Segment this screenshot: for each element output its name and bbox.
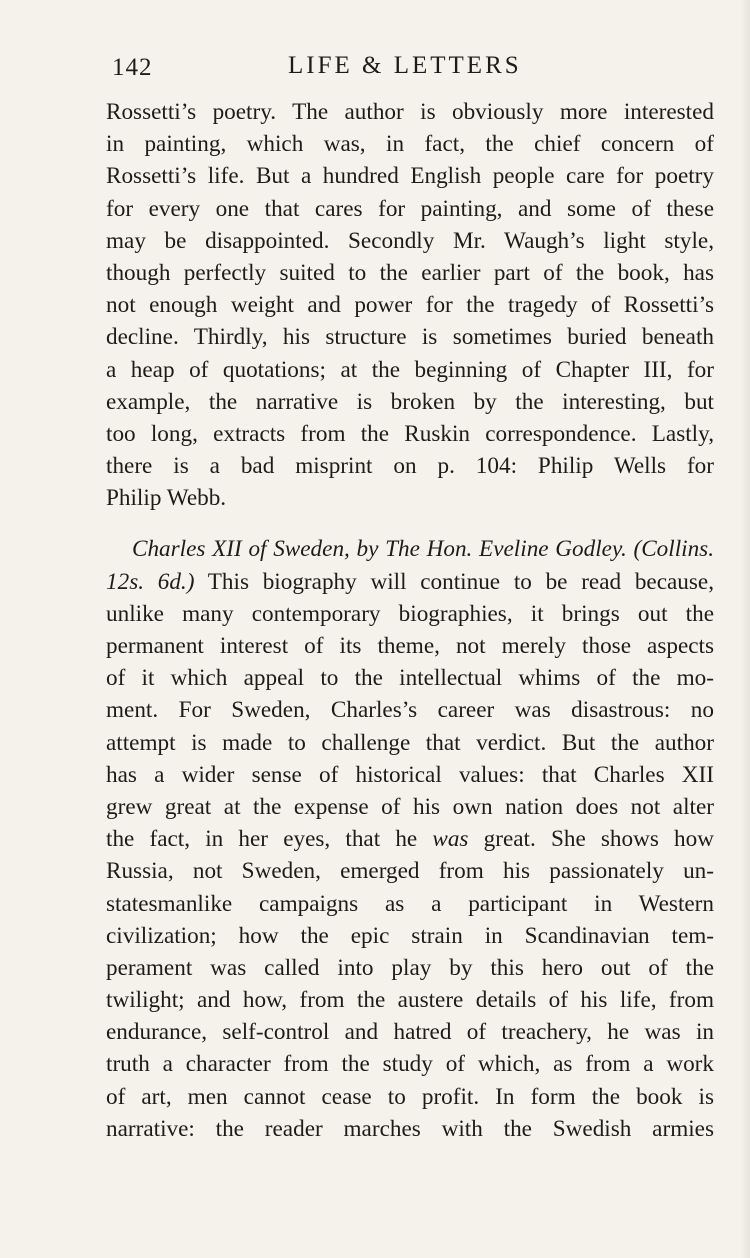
book-price: 12s. 6d.) (106, 568, 195, 595)
text-line: civilization; how the epic strain in Scandinavian tem- (106, 922, 714, 949)
text-line: decline. Thirdly, his structure is sometimes buried beneath (106, 324, 714, 351)
text-line: not enough weight and power for the tragedy of Rossetti’s (106, 292, 714, 319)
text-line: statesmanlike campaigns as a participant in Western (106, 890, 714, 917)
text-line: a heap of quotations; at the beginning of Chapter III, for (106, 356, 714, 383)
text-line: there is a bad misprint on p. 104: Philip Wells for (106, 453, 714, 480)
text-line: narrative: the reader marches with the Swedish armies (106, 1115, 714, 1142)
text-line: has a wider sense of historical values: that Charles XII (106, 761, 714, 788)
text-line: though perfectly suited to the earlier part of the book, has (106, 259, 714, 286)
text-line: example, the narrative is broken by the interesting, but (106, 388, 714, 415)
page-number: 142 (112, 54, 153, 81)
running-title: LIFE & LETTERS (288, 52, 522, 79)
text-fragment: great. She shows how (468, 826, 714, 853)
text-line: unlike many contemporary biographies, it brings out the (106, 600, 714, 627)
paragraph-rossetti-review (106, 96, 714, 514)
text-line: Russia, not Sweden, emerged from his passionately un- (106, 858, 714, 885)
text-line: endurance, self-control and hatred of treachery, he was in (106, 1019, 714, 1046)
text-line: Rossetti’s life. But a hundred English people care for poetry (106, 163, 714, 190)
text-line: ment. For Sweden, Charles’s career was disastrous: no (106, 697, 714, 724)
text-line: of it which appeal to the intellectual whims of the mo- (106, 665, 714, 692)
text-line: permanent interest of its theme, not merely those aspects (106, 633, 714, 659)
book-citation-line: Charles XII of Sweden, by The Hon. Eveline Godley. (Collins. (132, 536, 714, 563)
emphasis-word: was (432, 826, 469, 853)
running-head (108, 50, 714, 86)
text-line: perament was called into play by this hero out of the (106, 954, 714, 981)
text-line: in painting, which was, in fact, the chief concern of (106, 131, 714, 158)
paragraph-charles-xii-review (106, 533, 714, 1145)
text-line: for every one that cares for painting, and some of these (106, 195, 714, 222)
text-line: grew great at the expense of his own nation does not alter (106, 793, 714, 820)
body-text (106, 96, 714, 1145)
text-line: twilight; and how, from the austere details of his life, from (106, 987, 714, 1014)
text-line: of art, men cannot cease to profit. In form the book is (106, 1083, 714, 1110)
text-line: may be disappointed. Secondly Mr. Waugh’s light style, (106, 227, 714, 254)
text-line: Rossetti’s poetry. The author is obviously more interested (106, 99, 714, 125)
text-line: Philip Webb. (106, 485, 227, 512)
text-line: truth a character from the study of which, as from a work (106, 1051, 714, 1078)
text-line: attempt is made to challenge that verdict. But the author (106, 729, 714, 756)
text-fragment: the fact, in her eyes, that he (106, 826, 433, 853)
text-line: too long, extracts from the Ruskin correspondence. Lastly, (106, 420, 714, 447)
text-line (106, 823, 714, 855)
text-fragment: This biography will continue to be read because, (194, 568, 715, 595)
text-line (106, 566, 714, 598)
